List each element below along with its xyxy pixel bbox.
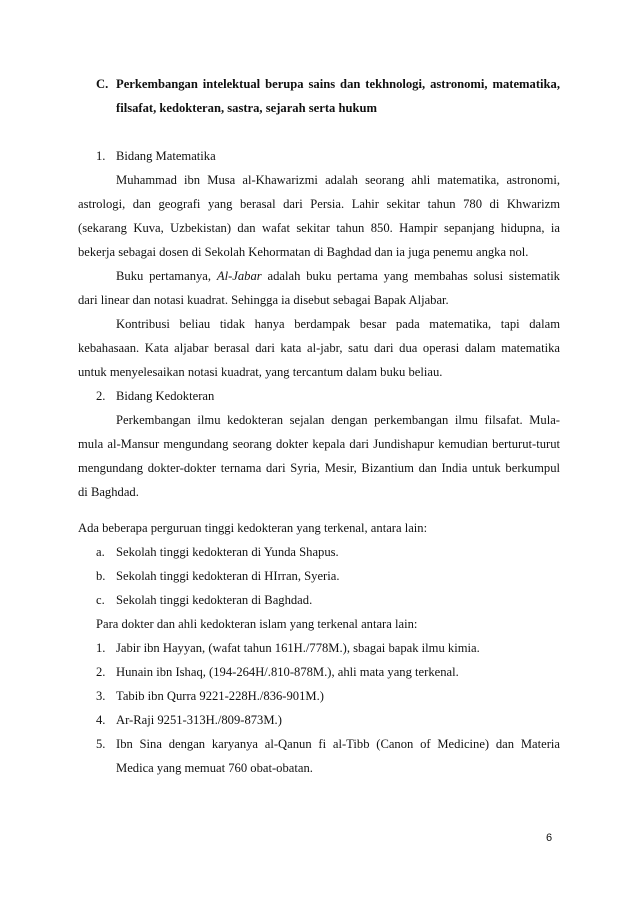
spacer [78,120,560,144]
math-p1-line1: Muhammad ibn Musa al-Khawarizmi adalah seorang ahli matematika, astronomi, [116,173,560,187]
list-marker: 1. [96,641,106,655]
list-item [78,564,560,588]
list-item [78,588,560,612]
section-heading [78,72,560,96]
math-p1-line4: bekerja sebagai dosen di Sekolah Kehormatan di Baghdad dan ia juga penemu angka nol. [78,245,529,259]
math-p2-line2: dari linear dan notasi kuadrat. Sehingga ia disebut sebagai Bapak Aljabar. [78,293,449,307]
list-item-text: Tabib ibn Qurra 9221-228H./836-901M.) [116,689,324,703]
list-item-text: Ar-Raji 9251-313H./809-873M.) [116,713,282,727]
medicine-p1-line1: Perkembangan ilmu kedokteran sejalan dengan perkembangan ilmu filsafat. Mula- [116,413,560,427]
math-heading-text: Bidang Matematika [116,149,216,163]
spacer [78,504,560,516]
list-item-text: Sekolah tinggi kedokteran di Baghdad. [116,593,313,607]
medicine-p1-line4: di Baghdad. [78,485,139,499]
medicine-p1-line2: mula al-Mansur mengundang seorang dokter kepala dari Jundishapur kemudian berturut-turut [78,437,560,451]
doctors-intro: Para dokter dan ahli kedokteran islam yang terkenal antara lain: [96,617,418,631]
math-p2-text-b: adalah buku pertama yang membahas solusi sistematik [261,269,560,283]
list-marker: 2. [96,665,106,679]
math-p3-line3: untuk menyelesaikan notasi kuadrat, yang tercantum dalam buku beliau. [78,365,443,379]
math-heading [78,144,560,168]
math-p2-text-a: Buku pertamanya, [116,269,217,283]
page-content [78,72,560,780]
list-marker: 5. [96,737,106,751]
medicine-p1-line3: mengundang dokter-dokter ternama dari Syria, Mesir, Bizantium dan India untuk berkumpul [78,461,560,475]
medicine-marker: 2. [96,389,106,403]
list-item [78,708,560,732]
page-number: 6 [546,832,553,844]
section-title-line2: filsafat, kedokteran, sastra, sejarah serta hukum [116,101,377,115]
list-marker: 4. [96,713,106,727]
list-item [78,684,560,708]
math-p1-line3: (sekarang Kuva, Uzbekistan) dan wafat sekitar tahun 850. Hampir sepanjang hidupna, ia [78,221,560,235]
list-item-text: Ibn Sina dengan karyanya al-Qanun fi al-Tibb (Canon of Medicine) dan Materia [116,737,560,751]
list-item [78,540,560,564]
list-marker: a. [96,545,105,559]
universities-intro: Ada beberapa perguruan tinggi kedokteran yang terkenal, antara lain: [78,521,428,535]
list-marker: b. [96,569,106,583]
section-title-line1: Perkembangan intelektual berupa sains dan tekhnologi, astronomi, matematika, [116,77,560,91]
math-p1-line2: astrologi, dan geografi yang berasal dari Persia. Lahir sekitar tahun 780 di Khwarizm [78,197,560,211]
math-p2-line1 [78,264,560,288]
section-marker: C. [96,77,109,91]
list-item-cont [78,756,560,780]
math-p3-line2: kebahasaan. Kata aljabar berasal dari kata al-jabr, satu dari dua operasi dalam matematika [78,341,560,355]
section-heading-cont [78,96,560,120]
list-item-text: Sekolah tinggi kedokteran di Yunda Shapus. [116,545,339,559]
list-item [78,660,560,684]
math-p3-line1: Kontribusi beliau tidak hanya berdampak besar pada matematika, tapi dalam [116,317,560,331]
list-item-text: Medica yang memuat 760 obat-obatan. [116,761,313,775]
math-marker: 1. [96,149,106,163]
list-marker: 3. [96,689,106,703]
list-marker: c. [96,593,105,607]
list-item [78,636,560,660]
medicine-heading-text: Bidang Kedokteran [116,389,215,403]
list-item [78,732,560,756]
medicine-heading [78,384,560,408]
list-item-text: Hunain ibn Ishaq, (194-264H/.810-878M.), ahli mata yang terkenal. [116,665,459,679]
list-item-text: Jabir ibn Hayyan, (wafat tahun 161H./778M.), sbagai bapak ilmu kimia. [116,641,480,655]
book-title-al-jabar: Al-Jabar [216,269,262,283]
list-item-text: Sekolah tinggi kedokteran di HIrran, Syeria. [116,569,340,583]
